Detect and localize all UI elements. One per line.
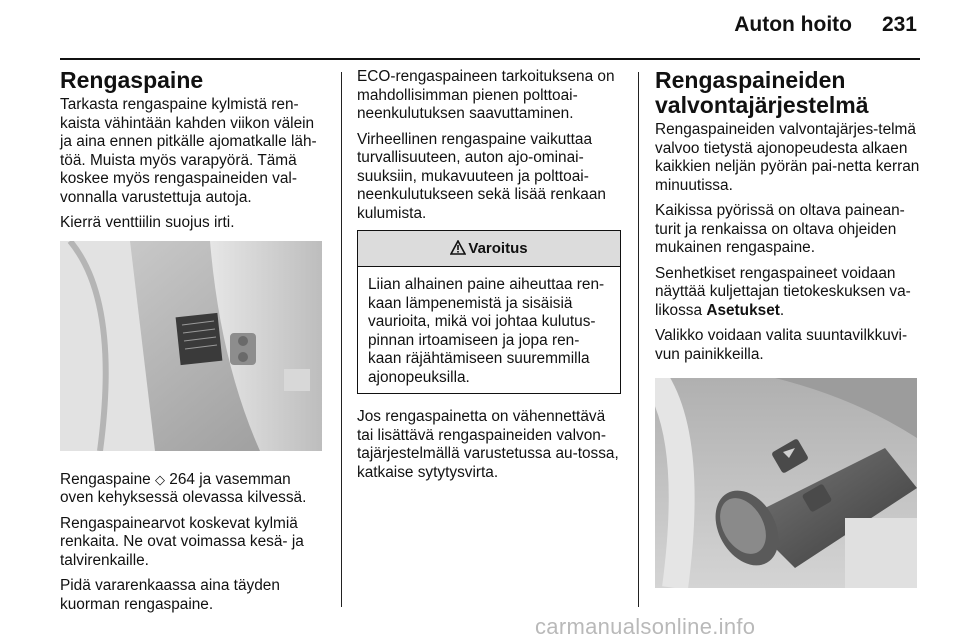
paragraph-cold-tyres: Rengaspainearvot koskevat kylmiä renkaita. Ne ovat voimassa kesä- ja talvirenkaille. bbox=[60, 514, 304, 569]
paragraph-info-display bbox=[655, 265, 920, 321]
column-1 bbox=[60, 68, 326, 621]
warning-triangle-icon bbox=[450, 233, 466, 268]
paragraph-eco-pressure: ECO-rengaspaineen tarkoituksena on mahdollisimman pienen polttoai-neenkulutuksen saavuttaminen. bbox=[357, 68, 615, 122]
paragraph-pressure-sensors: Kaikissa pyörissä on oltava painean-turit ja renkaissa on oltava ohjeiden mukainen rengaspaine. bbox=[655, 202, 905, 256]
paragraph-info-display-lead: Senhetkiset rengaspaineet voidaan näyttää kuljettajan tietokeskuksen va-likossa bbox=[655, 264, 911, 319]
column-3 bbox=[655, 68, 920, 588]
column-divider-1 bbox=[341, 72, 342, 607]
warning-text: Liian alhainen paine aiheuttaa ren-kaan lämpenemistä ja sisäisiä vaurioita, mikä voi johtaa kulutus-pinnan irtoamiseen ja jopa ren-kaan räjähtämiseen suuremmilla ajonopeuksilla. bbox=[368, 276, 605, 386]
door-frame-illustration bbox=[60, 241, 322, 451]
paragraph-tpms-monitoring: Rengaspaineiden valvontajärjes-telmä valvoo tietystä ajonopeudesta alkaen kaikkien neljän pyörän pai-netta kerran minuutissa. bbox=[655, 121, 920, 194]
warning-header bbox=[358, 231, 620, 267]
warning-title: Varoitus bbox=[468, 240, 528, 257]
paragraph-pressure-label bbox=[60, 471, 326, 508]
photo-door-frame-label bbox=[60, 241, 322, 451]
paragraph-pressure-label-lead: Rengaspaine bbox=[60, 470, 155, 488]
section-heading-tpms: Rengaspaineiden valvontajärjestelmä bbox=[655, 67, 869, 118]
column-2 bbox=[357, 68, 621, 489]
turn-signal-stalk-illustration bbox=[655, 378, 917, 588]
paragraph-check-pressure: Tarkasta rengaspaine kylmistä ren-kaista vähintään kahden viikon välein ja aina ennen pitkälle ajomatkalle läh-töä. Muista myös varapyörä. Tämä koskee myös rengaspaineiden val-vonnalla varustettuja autoja. bbox=[60, 96, 317, 206]
paragraph-adjust-pressure: Jos rengaspainetta on vähennettävä tai lisättävä rengaspaineiden valvon-tajärjestelmällä varustetussa au-tossa, katkaise sytytysvirta. bbox=[357, 408, 619, 481]
cross-reference-arrow-icon: ◇ bbox=[154, 471, 165, 487]
paragraph-stalk-buttons: Valikko voidaan valita suuntavilkkuvi-vun painikkeilla. bbox=[655, 327, 908, 363]
watermark: carmanualsonline.info bbox=[535, 614, 756, 639]
warning-box bbox=[357, 230, 621, 394]
paragraph-spare-tyre: Pidä vararenkaassa aina täyden kuorman rengaspaine. bbox=[60, 577, 280, 613]
page-number: 231 bbox=[881, 13, 917, 36]
header-rule bbox=[60, 58, 920, 60]
section-heading-tyre-pressure: Rengaspaine bbox=[60, 67, 204, 93]
running-header-title: Auton hoito bbox=[734, 13, 852, 36]
paragraph-incorrect-pressure: Virheellinen rengaspaine vaikuttaa turvallisuuteen, auton ajo-ominai-suuksiin, mukavuuteen ja polttoai-neenkulutukseen sekä lisää renkaan kulumista. bbox=[357, 130, 606, 222]
paragraph-pressure-label-rest: 264 ja vasemman oven kehyksessä olevassa kilvessä. bbox=[60, 470, 307, 506]
column-divider-2 bbox=[638, 72, 639, 607]
paragraph-info-display-end: . bbox=[779, 301, 785, 319]
photo-turn-signal-stalk bbox=[655, 378, 917, 588]
menu-name-settings: Asetukset bbox=[706, 301, 780, 319]
paragraph-valve-cap: Kierrä venttiilin suojus irti. bbox=[60, 214, 235, 231]
